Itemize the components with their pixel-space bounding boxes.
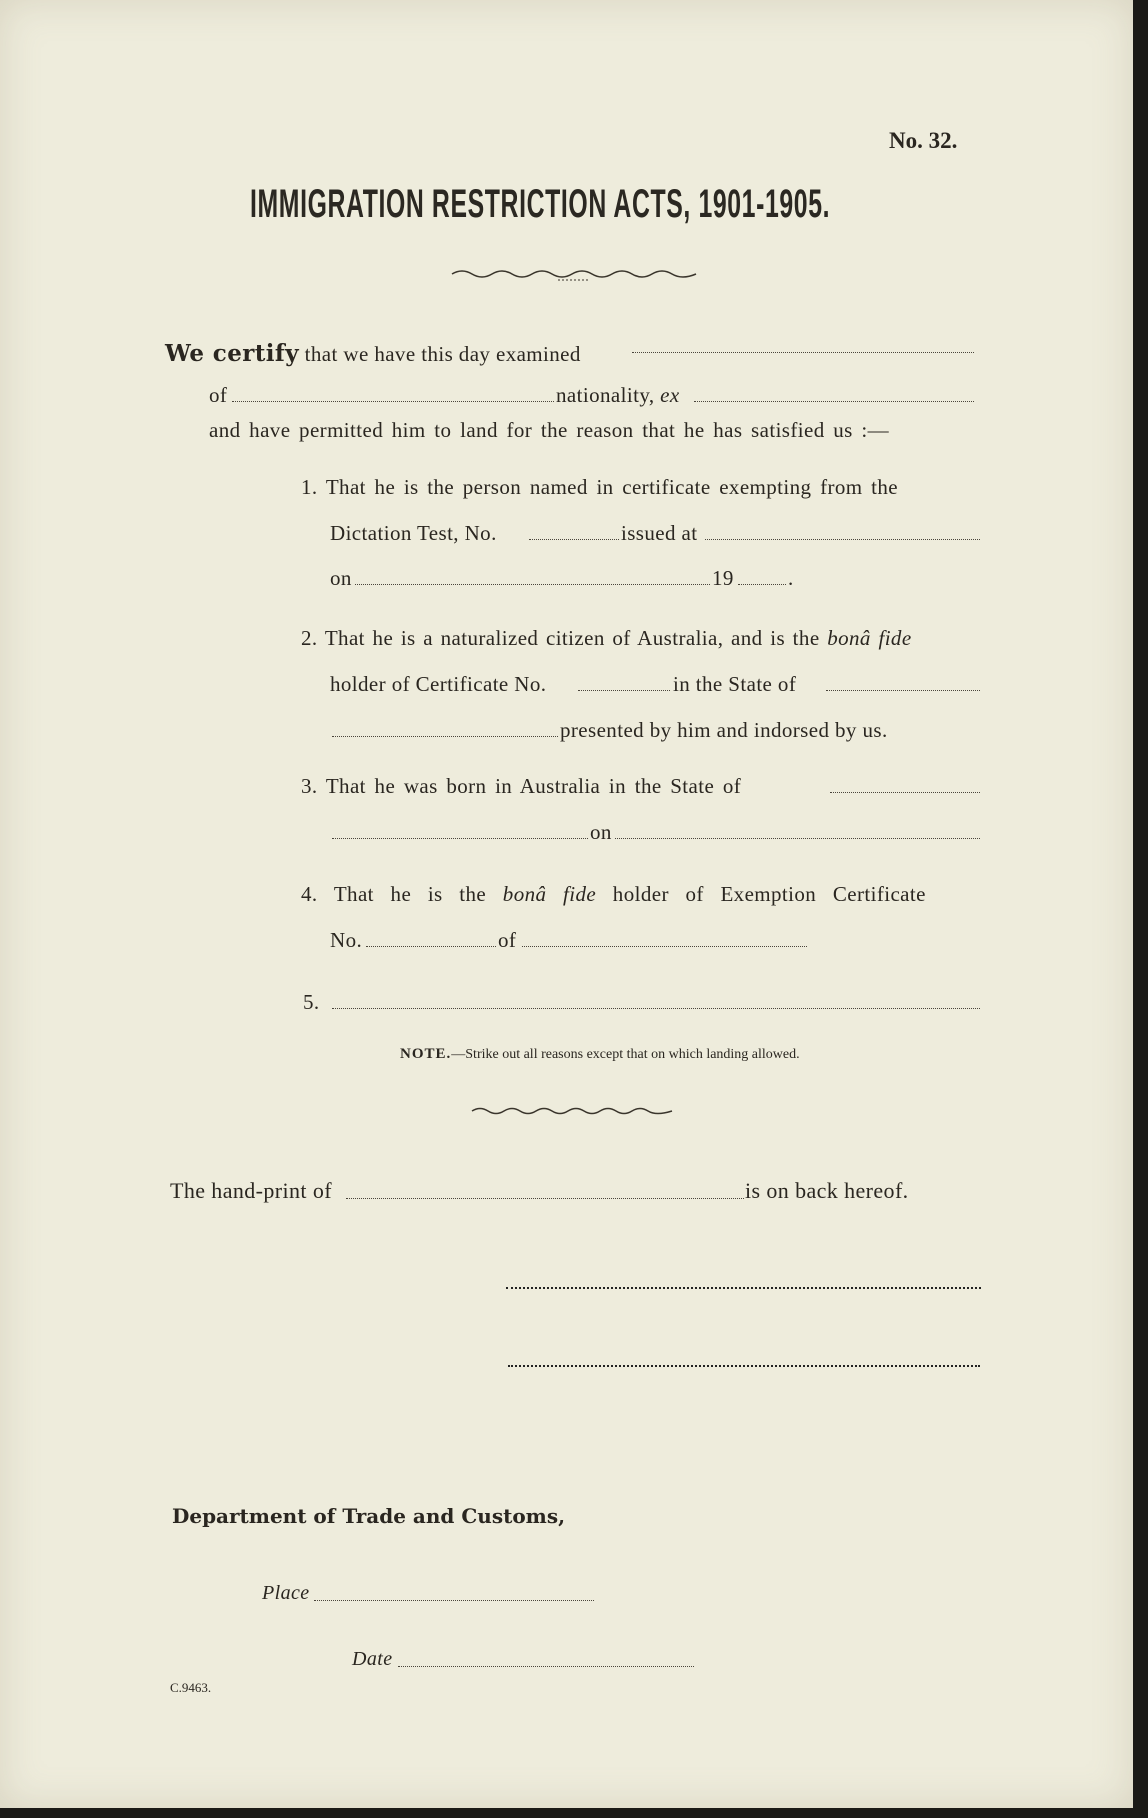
issued-label: issued at xyxy=(621,521,698,545)
print-code: C.9463. xyxy=(170,1680,212,1695)
reason-4-line xyxy=(301,882,926,907)
exemption-no-label: No. xyxy=(330,928,363,952)
of-label: of xyxy=(209,383,228,407)
certify-line xyxy=(165,340,581,367)
title-flourish xyxy=(450,264,700,284)
of-blank[interactable] xyxy=(232,401,554,402)
handprint-label: The hand-print of xyxy=(170,1178,332,1203)
note-label: NOTE. xyxy=(400,1046,452,1062)
r1-on-label: on xyxy=(330,566,352,590)
nationality-label xyxy=(556,383,680,408)
r1-on-blank[interactable] xyxy=(355,584,710,585)
exemption-of-label: of xyxy=(498,928,517,952)
state-label: in the State of xyxy=(673,672,797,696)
certify-text: that we have this day examined xyxy=(304,342,581,366)
reason-1-line: 1. That he is the person named in certificate exempting from the xyxy=(301,475,899,499)
dictation-label: Dictation Test, No. xyxy=(330,521,497,545)
department-name: Department of Trade and Customs, xyxy=(172,1504,566,1528)
reason-2-text: 2. That he is a naturalized citizen of Australia, and is the xyxy=(301,626,820,650)
dictation-no-blank[interactable] xyxy=(529,539,619,540)
reason-5-num: 5. xyxy=(303,990,320,1014)
permitted-line: and have permitted him to land for the reason that he has satisfied us :— xyxy=(209,418,890,442)
reason-2-line xyxy=(301,626,912,651)
year-blank[interactable] xyxy=(738,584,786,585)
r1-end: . xyxy=(788,566,794,590)
place-label: Place xyxy=(262,1582,310,1604)
reason-2-bona: bonâ fide xyxy=(827,626,912,650)
birth-date-blank[interactable] xyxy=(615,838,980,839)
r2-state-blank[interactable] xyxy=(826,690,980,691)
note-flourish xyxy=(470,1104,676,1118)
issued-at-blank[interactable] xyxy=(705,539,980,540)
date-label: Date xyxy=(352,1648,393,1670)
birth-state-blank[interactable] xyxy=(830,792,980,793)
handprint-blank[interactable] xyxy=(346,1198,744,1199)
r3-on-label: on xyxy=(590,820,612,844)
reason-3-line: 3. That he was born in Australia in the State of xyxy=(301,774,742,798)
holder-label: holder of Certificate No. xyxy=(330,672,547,696)
signature-line-2[interactable] xyxy=(508,1365,980,1367)
form-number: No. 32. xyxy=(889,128,958,153)
r2-state-blank-2[interactable] xyxy=(332,736,558,737)
note-line xyxy=(400,1046,800,1063)
examined-blank[interactable] xyxy=(632,352,974,353)
ex-blank[interactable] xyxy=(694,401,974,402)
ex-text: ex xyxy=(660,383,680,407)
year-label: 19 xyxy=(712,566,734,590)
page-title: IMMIGRATION RESTRICTION ACTS, 1901-1905. xyxy=(250,182,831,226)
reason-5-blank[interactable] xyxy=(332,1008,980,1009)
certificate-no-blank[interactable] xyxy=(578,690,670,691)
nationality-text: nationality, xyxy=(556,383,655,407)
reason-4-bona: bonâ fide xyxy=(502,882,597,906)
birth-place-blank[interactable] xyxy=(332,838,588,839)
signature-line-1[interactable] xyxy=(506,1287,981,1289)
certify-lead: We certify xyxy=(165,340,299,367)
reason-4-text-b: holder of Exemption Certificate xyxy=(612,882,926,906)
note-text: —Strike out all reasons except that on which landing allowed. xyxy=(451,1047,800,1062)
exemption-no-blank[interactable] xyxy=(366,946,496,947)
date-blank[interactable] xyxy=(398,1666,694,1667)
place-blank[interactable] xyxy=(314,1600,594,1601)
exemption-of-blank[interactable] xyxy=(522,946,807,947)
handprint-after: is on back hereof. xyxy=(745,1178,909,1203)
reason-4-text-a: 4. That he is the xyxy=(301,882,487,906)
presented-label: presented by him and indorsed by us. xyxy=(560,718,888,742)
